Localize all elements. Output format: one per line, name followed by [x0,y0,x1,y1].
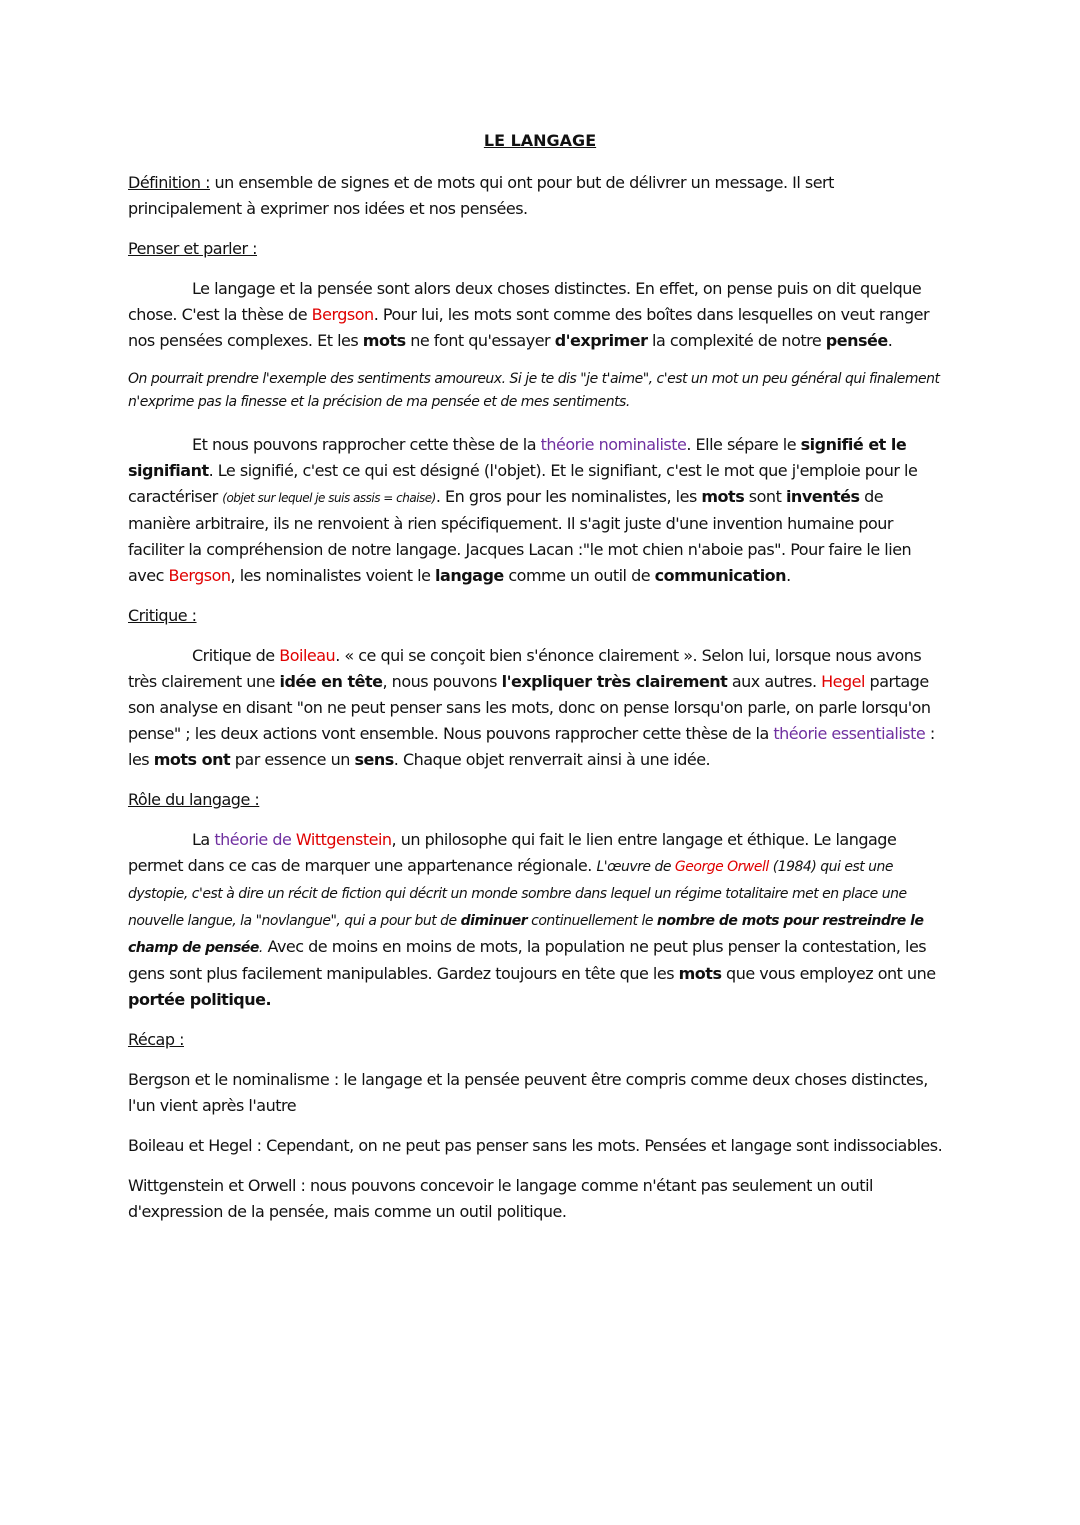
theorie-de: théorie de [214,830,296,849]
role-paragraph: La théorie de Wittgenstein, un philosophe qui fait le lien entre langage et éthique. Le langage permet dans ce cas de marquer une appartenance régionale. L'œuvre de George Orwell (1984) qui est une dystopie, c'est à dire un récit de fiction qui décrit un monde sombre dans lequel un régime totalitaire met en place une nouvelle langue, la "novlangue", qui a pour but de diminuer continuellement le nombre de mots pour restreindre le champ de pensée. Avec de moins en moins de mots, la population ne peut plus penser la contestation, les gens sont plus facilement manipulables. Gardez toujours en tête que les mots que vous employez ont une portée politique. [128,830,936,1009]
definition-heading: Définition : [128,173,210,192]
recap-item: Wittgenstein et Orwell : nous pouvons concevoir le langage comme n'étant pas seulement un outil d'expression de la pensée, mais comme un outil politique. [128,1176,873,1221]
definition-text: un ensemble de signes et de mots qui ont pour but de délivrer un message. Il sert principalement à exprimer nos idées et nos pensées. [128,173,834,218]
penser-paragraph-2: Et nous pouvons rapprocher cette thèse de la théorie nominaliste. Elle sépare le signifié et le signifiant. Le signifié, c'est ce qui est désigné (l'objet). Et le signifiant, c'est le mot que j'emploie pour le caractériser (objet sur lequel je suis assis = chaise). En gros pour les nominalistes, les mots sont inventés de manière arbitraire, ils ne renvoient à rien spécifiquement. Il s'agit juste d'une invention humaine pour faciliter la compréhension de notre langage. Jacques Lacan :"le mot chien n'aboie pas". Pour faire le lien avec Bergson, les nominalistes voient le langage comme un outil de communication. [128,435,918,585]
example-note: On pourrait prendre l'exemple des sentiments amoureux. Si je te dis "je t'aime", c'est un mot un peu général qui finalement n'exprime pas la finesse et la précision de ma pensée et de mes sentiments. [128,371,940,410]
document-body [128,170,950,1239]
theorie-essentialiste: théorie essentialiste [773,724,926,743]
penser-paragraph-1: Le langage et la pensée sont alors deux choses distinctes. En effet, on pense puis on dit quelque chose. C'est la thèse de Bergson. Pour lui, les mots sont comme des boîtes dans lesquelles on veut ranger nos pensées complexes. Et les mots ne font qu'essayer d'exprimer la complexité de notre pensée. [128,279,930,350]
critique-paragraph: Critique de Boileau. « ce qui se conçoit bien s'énonce clairement ». Selon lui, lorsque nous avons très clairement une idée en tête, nous pouvons l'expliquer très clairement aux autres. Hegel partage son analyse en disant "on ne peut penser sans les mots, donc on pense lorsqu'on parle, on parle lorsqu'on pense" ; les deux actions vont ensemble. Nous pouvons rapprocher cette thèse de la théorie essentialiste : les mots ont par essence un sens. Chaque objet renverrait ainsi à une idée. [128,646,935,769]
recap-heading: Récap : [128,1030,184,1049]
page-title: LE LANGAGE [483,131,597,150]
recap-item: Bergson et le nominalisme : le langage et la pensée peuvent être compris comme deux choses distinctes, l'un vient après l'autre [128,1070,928,1115]
name-orwell: George Orwell [674,859,769,875]
name-bergson-2: Bergson [168,566,231,585]
recap-item: Boileau et Hegel : Cependant, on ne peut pas penser sans les mots. Pensées et langage sont indissociables. [128,1136,943,1155]
name-hegel: Hegel [821,672,865,691]
critique-heading: Critique : [128,606,197,625]
theorie-nominaliste: théorie nominaliste [540,435,687,454]
penser-heading: Penser et parler : [128,239,257,258]
role-heading: Rôle du langage : [128,790,260,809]
definition-paragraph [128,170,950,222]
aside-chaise: (objet sur lequel je suis assis = chaise) [222,491,436,505]
name-wittgenstein: Wittgenstein [295,830,392,849]
name-boileau: Boileau [279,646,336,665]
name-bergson: Bergson [311,305,374,324]
